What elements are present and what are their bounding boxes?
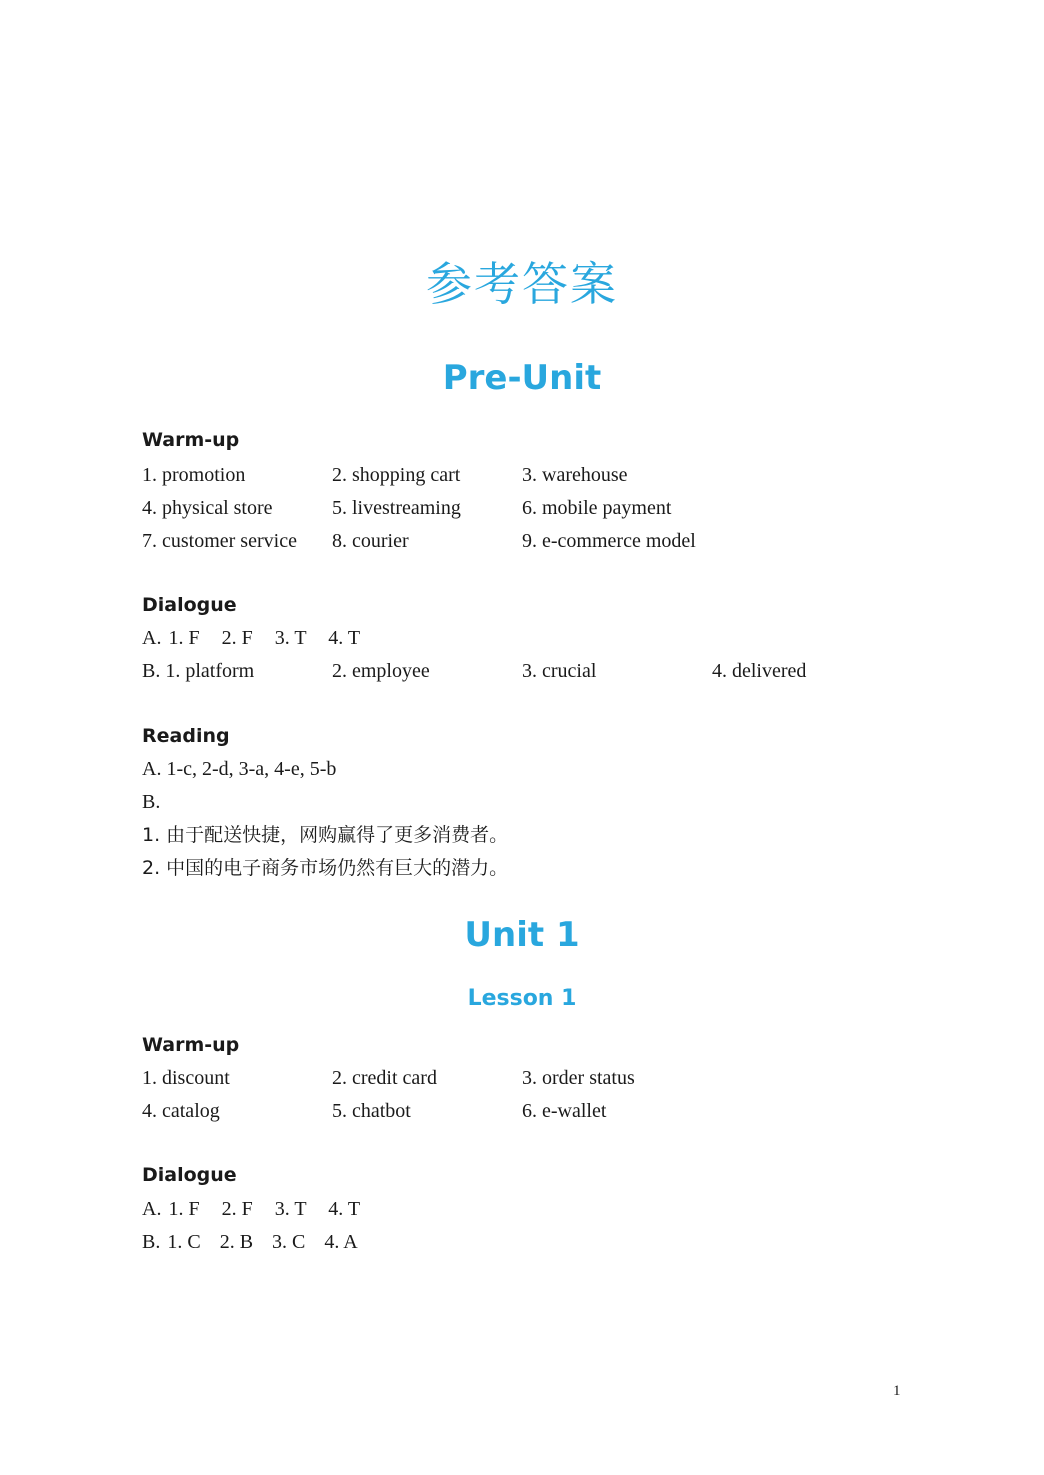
- reading-b-label: B.: [142, 791, 161, 813]
- dialogue-b-line: [142, 1230, 358, 1254]
- line-prefix: A.: [142, 1198, 162, 1220]
- pre-unit-warmup-heading: Warm-up: [142, 429, 240, 451]
- answer-item: 1. C: [167, 1231, 201, 1253]
- page-title: 参考答案: [426, 257, 618, 311]
- answer-item: 5. livestreaming: [332, 497, 461, 519]
- answer-item: 3. warehouse: [522, 464, 628, 486]
- answer-item: B. 1. platform: [142, 660, 255, 682]
- answer-item: 8. courier: [332, 530, 409, 552]
- unit1-dialogue-heading: Dialogue: [142, 1164, 237, 1186]
- translation-sentence: 2. 中国的电子商务市场仍然有巨大的潜力。: [142, 857, 509, 879]
- answer-item: 1. discount: [142, 1067, 230, 1089]
- reading-a-line: A. 1-c, 2-d, 3-a, 4-e, 5-b: [142, 758, 337, 780]
- page-number: 1: [893, 1383, 901, 1399]
- answer-item: 3. order status: [522, 1067, 635, 1089]
- unit1-heading: Unit 1: [464, 915, 580, 955]
- answer-item: 1. promotion: [142, 464, 246, 486]
- answer-item: 7. customer service: [142, 530, 297, 552]
- answer-item: 2. credit card: [332, 1067, 437, 1089]
- answer-item: 4. delivered: [712, 660, 807, 682]
- dialogue-a-line: [142, 626, 360, 650]
- answer-item: 3. T: [274, 1198, 307, 1220]
- answer-item: 6. e-wallet: [522, 1100, 607, 1122]
- answer-item: 3. C: [272, 1231, 306, 1253]
- answer-item: 1. F: [168, 1198, 200, 1220]
- answer-item: 2. employee: [332, 660, 430, 682]
- answer-item: 3. T: [274, 627, 307, 649]
- answer-item: 1. F: [168, 627, 200, 649]
- pre-unit-heading: Pre-Unit: [442, 358, 602, 398]
- answer-item: 4. A: [324, 1231, 358, 1253]
- line-prefix: B.: [142, 1231, 161, 1253]
- translation-sentence: 1. 由于配送快捷，网购赢得了更多消费者。: [142, 824, 509, 846]
- answer-item: 2. F: [221, 1198, 253, 1220]
- answer-item: 4. physical store: [142, 497, 273, 519]
- answer-item: 9. e-commerce model: [522, 530, 696, 552]
- answer-item: 2. B: [219, 1231, 254, 1253]
- lesson1-heading: Lesson 1: [467, 986, 577, 1011]
- answer-item: 2. F: [221, 627, 253, 649]
- answer-item: 4. T: [328, 627, 361, 649]
- dialogue-a-line: [142, 1197, 360, 1221]
- pre-unit-reading-heading: Reading: [142, 725, 230, 747]
- pre-unit-dialogue-heading: Dialogue: [142, 594, 237, 616]
- unit1-warmup-heading: Warm-up: [142, 1034, 240, 1056]
- answer-item: 2. shopping cart: [332, 464, 461, 486]
- answer-item: 5. chatbot: [332, 1100, 411, 1122]
- answer-item: 6. mobile payment: [522, 497, 672, 519]
- line-prefix: A.: [142, 627, 162, 649]
- answer-item: 4. T: [328, 1198, 361, 1220]
- answer-item: 3. crucial: [522, 660, 597, 682]
- answer-item: 4. catalog: [142, 1100, 220, 1122]
